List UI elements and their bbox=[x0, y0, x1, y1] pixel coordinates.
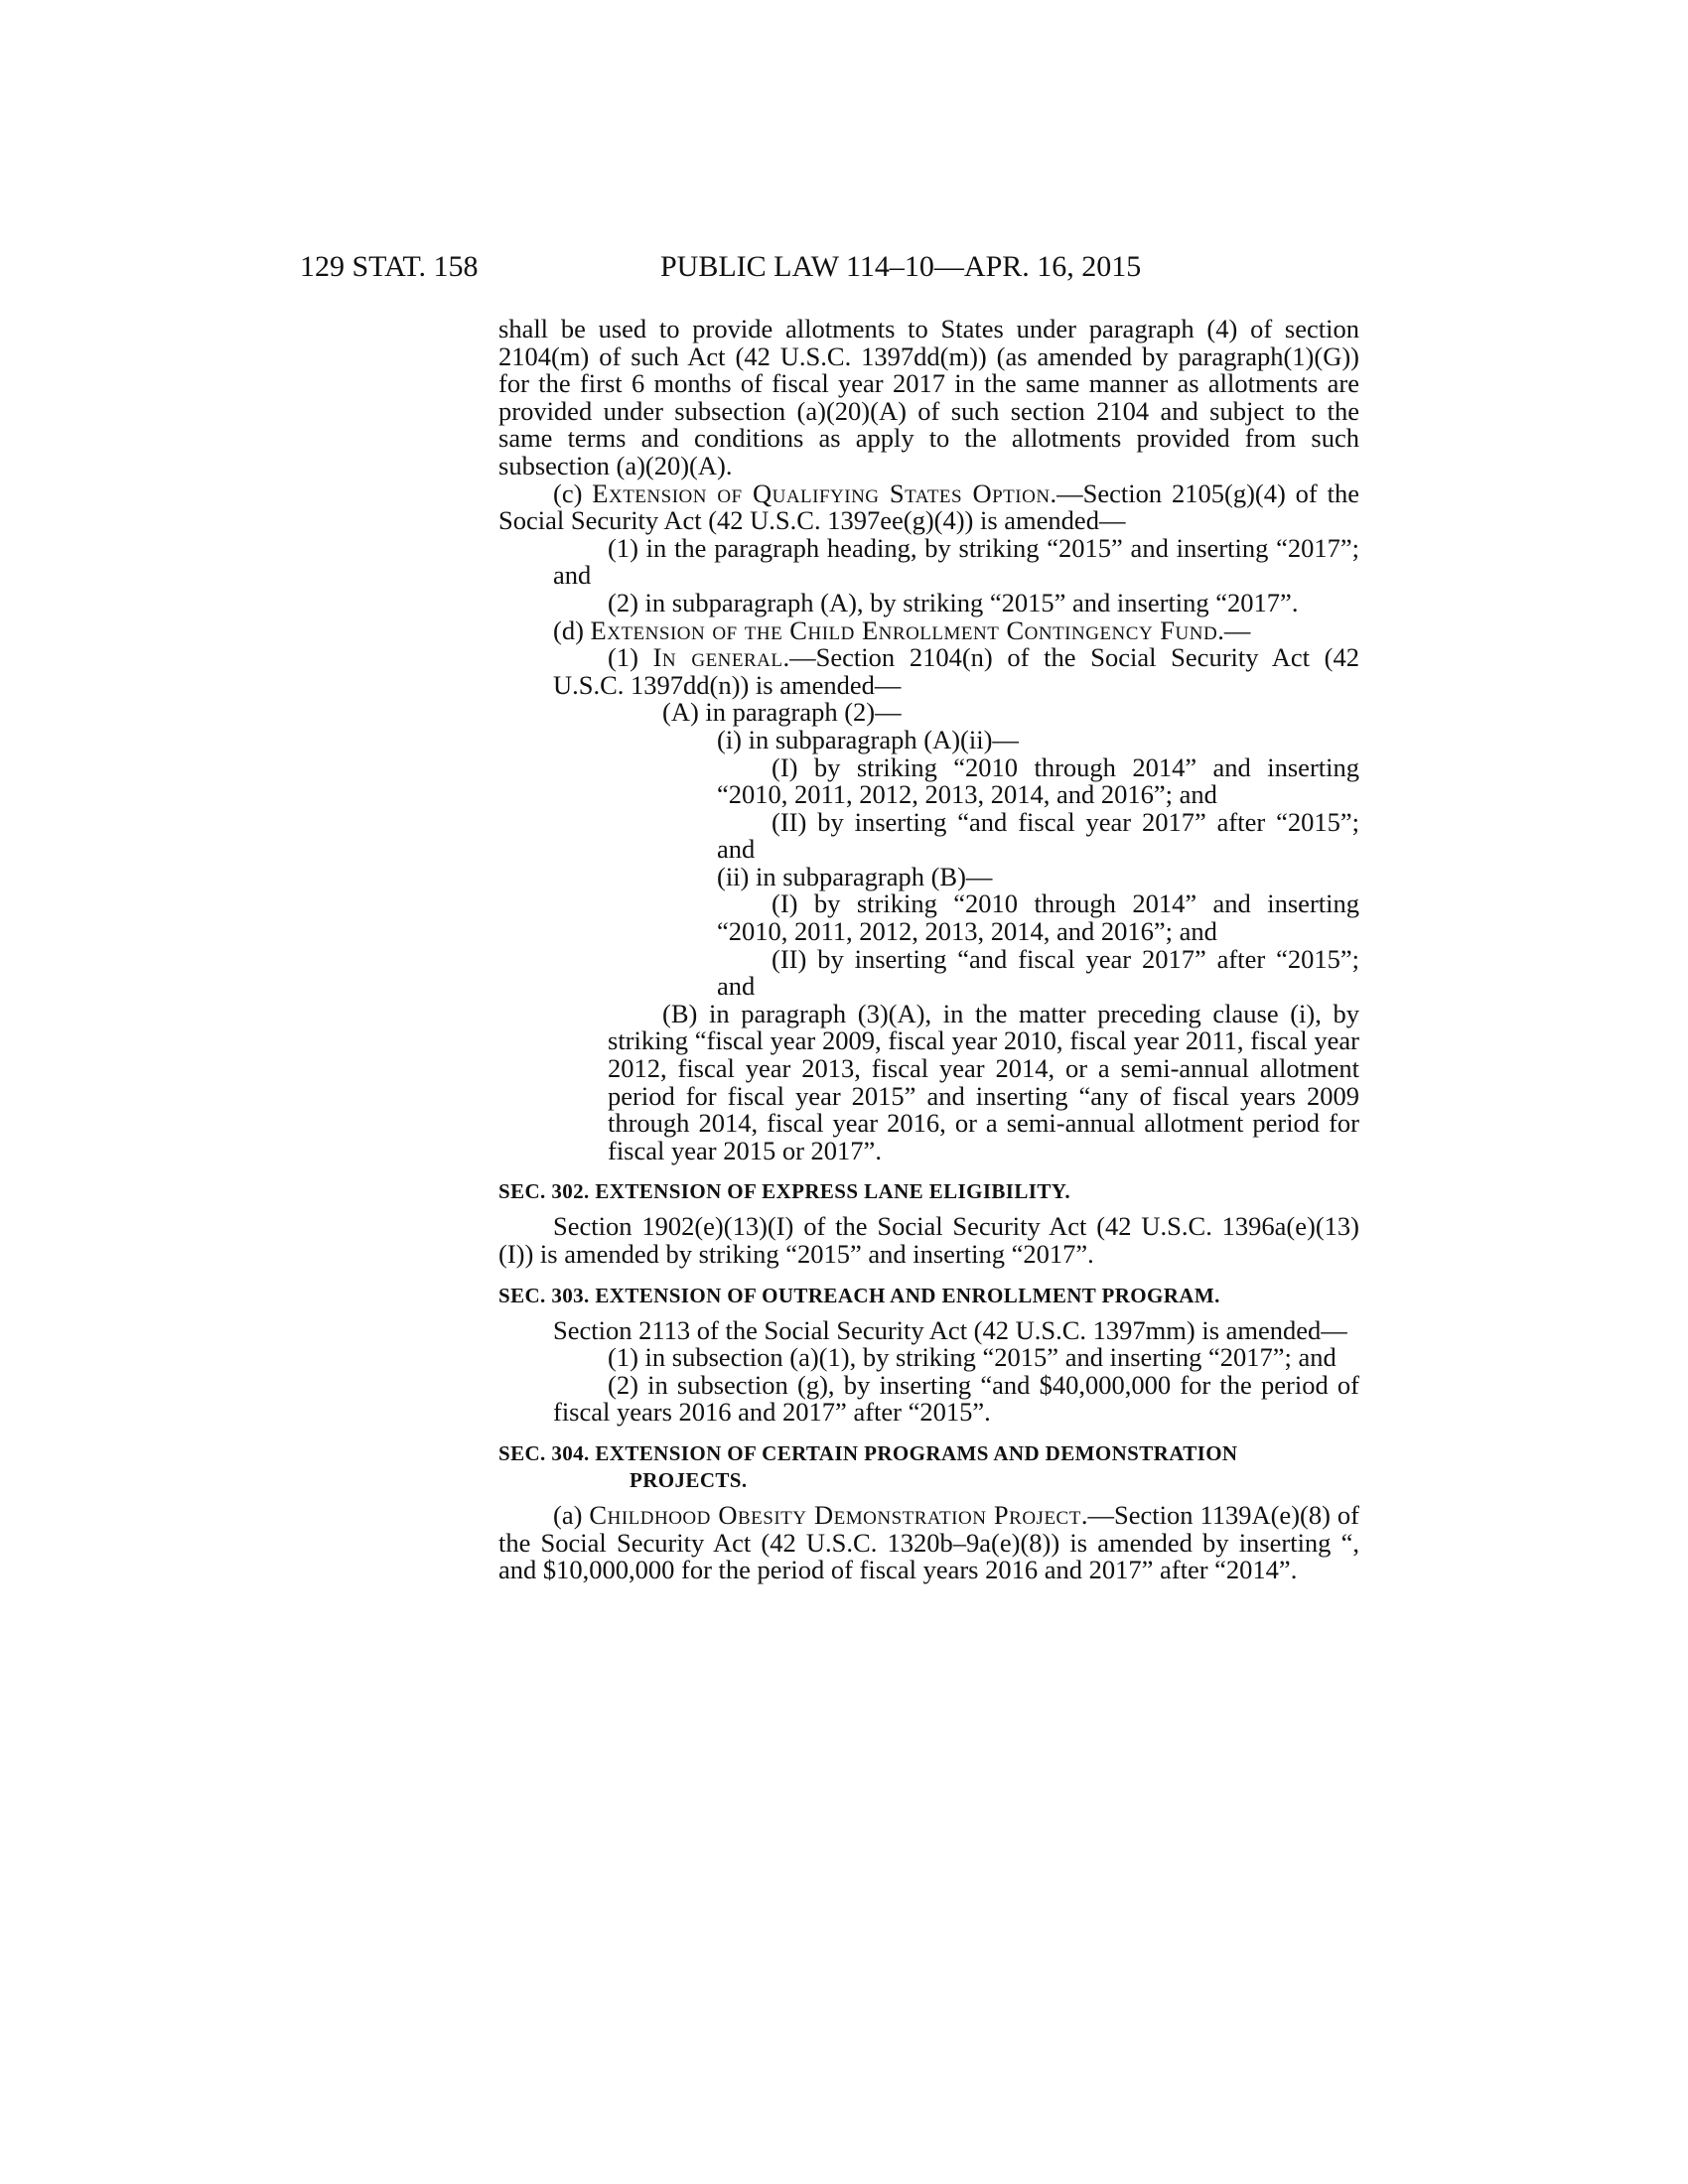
section-302-heading: SEC. 302. EXTENSION OF EXPRESS LANE ELIGIBILITY. bbox=[498, 1179, 1071, 1204]
paragraph-c-2: (2) in subparagraph (A), by striking “2015” and inserting “2017”. bbox=[608, 587, 1299, 617]
section-303-paragraph-2: (2) in subsection (g), by inserting “and $40,000,000 for the period of fiscal years 2016 and 2017” after “2015”. bbox=[553, 1369, 1359, 1428]
paragraph-d-1-text: .—Section 2104(n) of the Social Security Act (42 U.S.C. 1397dd(n)) is amended— bbox=[553, 642, 1360, 700]
subsection-d-heading: Extension of the Child Enrollment Contingency Fund bbox=[590, 614, 1218, 645]
subclause-i-I: (I) by striking “2010 through 2014” and inserting “2010, 2011, 2012, 2013, 2014, and 2016”; and bbox=[717, 751, 1359, 810]
paragraph-continuation: shall be used to provide allotments to States under paragraph (4) of section 2104(m) of such Act (42 U.S.C. 1397dd(m)) (as amended by paragraph(1)(G)) for the first 6 months of fiscal year 2017 in the same manner as allotments are provided under subsection (a)(20)(A) of such section 2104 and subject to the same terms and conditions as apply to the allotments provided from such subsection (a)(20)(A). bbox=[498, 314, 1359, 480]
subclause-ii-II: (II) by inserting “and fiscal year 2017” after “2015”; and bbox=[717, 943, 1359, 1002]
section-304-a-heading: Childhood Obesity Demonstration Project bbox=[589, 1499, 1081, 1530]
subsection-c bbox=[498, 480, 1359, 535]
subsection-d-designator: (d) bbox=[553, 614, 591, 645]
statute-page-number: 129 STAT. 158 bbox=[300, 250, 479, 283]
subsection-c-text: .—Section 2105(g)(4) of the Social Security Act (42 U.S.C. 1397ee(g)(4)) is amended— bbox=[498, 478, 1359, 536]
page-header bbox=[0, 250, 1688, 290]
paragraph-d-1-designator: (1) bbox=[608, 642, 653, 673]
subsection-d bbox=[498, 614, 1359, 645]
clause-d-1-A-ii: (ii) in subparagraph (B)— bbox=[717, 861, 993, 891]
subclause-ii-I: (I) by striking “2010 through 2014” and inserting “2010, 2011, 2012, 2013, 2014, and 2016”; and bbox=[717, 888, 1359, 947]
section-303-text: Section 2113 of the Social Security Act (42 U.S.C. 1397mm) is amended— bbox=[553, 1314, 1347, 1345]
section-304-a-text: .—Section 1139A(e)(8) of the Social Security Act (42 U.S.C. 1320b–9a(e)(8)) is amended by inserting “, and $10,000,000 for the period of fiscal years 2016 and 2017” after “2014”. bbox=[498, 1499, 1360, 1585]
section-303-heading: SEC. 303. EXTENSION OF OUTREACH AND ENROLLMENT PROGRAM. bbox=[498, 1283, 1220, 1307]
subsection-c-designator: (c) bbox=[553, 478, 593, 508]
subsection-c-heading: Extension of Qualifying States Option bbox=[592, 478, 1051, 508]
paragraph-c-1: (1) in the paragraph heading, by striking “2015” and inserting “2017”; and bbox=[553, 532, 1359, 591]
public-law-header: PUBLIC LAW 114–10—APR. 16, 2015 bbox=[660, 250, 1142, 283]
subparagraph-d-1-B: (B) in paragraph (3)(A), in the matter preceding clause (i), by striking “fiscal year 2009, fiscal year 2010, fiscal year 2011, fiscal year 2012, fiscal year 2013, fiscal year 2014, or a semi-annual allotment period for fiscal year 2015” and inserting “any of fiscal years 2009 through 2014, fiscal year 2016, or a semi-annual allotment period for fiscal year 2015 or 2017”. bbox=[608, 998, 1359, 1165]
subparagraph-d-1-A: (A) in paragraph (2)— bbox=[662, 697, 902, 728]
section-304-subsection-a bbox=[498, 1499, 1360, 1585]
subsection-d-text: .— bbox=[1217, 614, 1251, 645]
paragraph-d-1-heading: In general bbox=[652, 642, 783, 673]
section-304-a-designator: (a) bbox=[553, 1499, 590, 1530]
paragraph-d-1 bbox=[498, 644, 1359, 699]
section-303-paragraph-1: (1) in subsection (a)(1), by striking “2015” and inserting “2017”; and bbox=[608, 1342, 1336, 1373]
section-304-heading: SEC. 304. EXTENSION OF CERTAIN PROGRAMS AND DEMONSTRATION PROJECTS. bbox=[498, 1440, 1238, 1492]
section-302-text: Section 1902(e)(13)(I) of the Social Security Act (42 U.S.C. 1396a(e)(13)(I)) is amended by striking “2015” and inserting “2017”. bbox=[498, 1211, 1359, 1269]
clause-d-1-A-i: (i) in subparagraph (A)(ii)— bbox=[717, 724, 1019, 754]
page-body bbox=[498, 316, 1359, 1584]
subclause-i-II: (II) by inserting “and fiscal year 2017” after “2015”; and bbox=[717, 806, 1359, 865]
